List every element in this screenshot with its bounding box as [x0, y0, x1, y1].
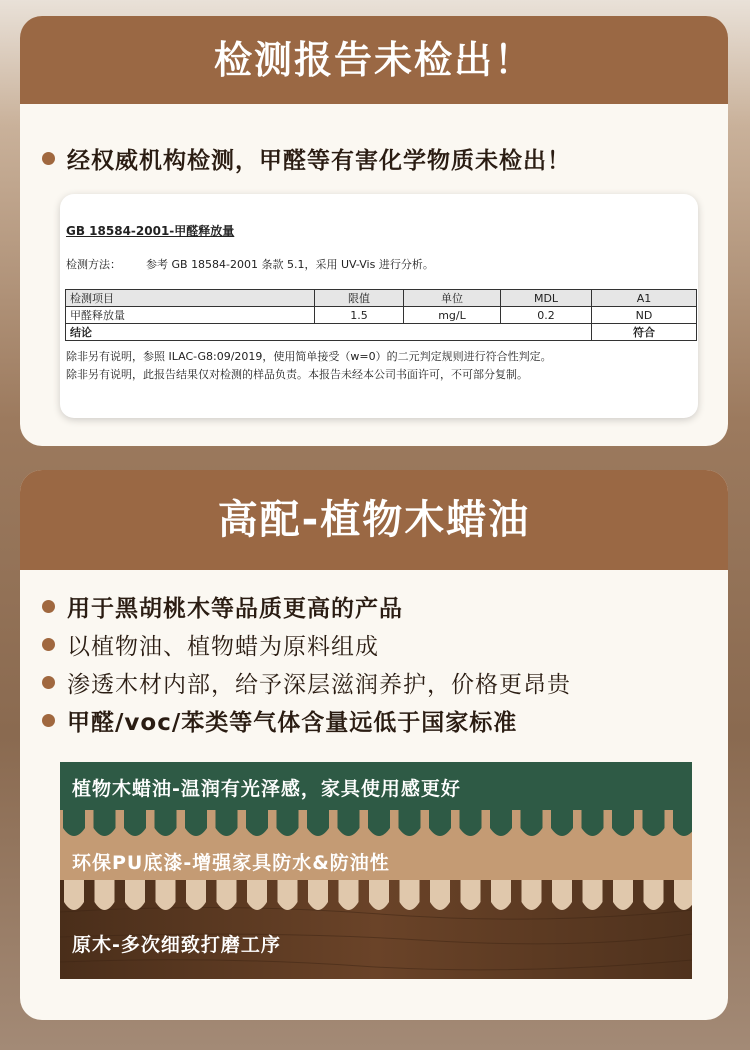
bullet-dot-icon	[42, 600, 55, 613]
wax-penetration-mark	[490, 808, 512, 836]
table-row	[66, 307, 697, 324]
wax-penetration-mark	[246, 808, 268, 836]
primer-penetration-mark	[644, 880, 664, 910]
layer-label-wood: 原木-多次细致打磨工序	[72, 934, 281, 956]
wax-penetration-mark	[63, 808, 85, 836]
finish-layers-diagram	[60, 762, 692, 979]
primer-penetration-mark	[674, 880, 692, 910]
primer-penetration-mark	[583, 880, 603, 910]
header-cell: 限值	[315, 290, 404, 307]
bullet-dot-icon	[42, 638, 55, 651]
primer-penetration-mark	[613, 880, 633, 910]
wax-penetration-mark	[185, 808, 207, 836]
wax-penetration-mark	[307, 808, 329, 836]
layer-label-wax: 植物木蜡油-温润有光泽感，家具使用感更好	[72, 778, 461, 800]
table-header-row	[66, 290, 697, 307]
primer-penetration-mark	[491, 880, 511, 910]
header-cell: A1	[592, 290, 697, 307]
wax-penetration-mark	[643, 808, 665, 836]
table-cell: 0.2	[501, 307, 592, 324]
conclusion-value: 符合	[592, 324, 697, 341]
header-cell: MDL	[501, 290, 592, 307]
primer-penetration-mark	[95, 880, 115, 910]
wax-penetration-mark	[460, 808, 482, 836]
primer-penetration-mark	[247, 880, 267, 910]
report-bullet: 经权威机构检测，甲醛等有害化学物质未检出！	[42, 142, 571, 175]
method-text: 参考 GB 18584-2001 条款 5.1，采用 UV-Vis 进行分析。	[146, 258, 434, 271]
primer-penetration-mark	[217, 880, 237, 910]
bullet-dot-icon	[42, 714, 55, 727]
primer-penetration-mark	[125, 880, 145, 910]
feature-bullet: 渗透木材内部，给予深层滋润养护，价格更昂贵	[42, 666, 571, 699]
table-cell: ND	[592, 307, 697, 324]
primer-penetration-mark	[278, 880, 298, 910]
feature-bullet: 甲醛/voc/苯类等气体含量远低于国家标准	[42, 704, 517, 737]
wax-penetration-mark	[551, 808, 573, 836]
primer-penetration-mark	[369, 880, 389, 910]
section-title-report: 检测报告未检出！	[20, 16, 728, 104]
primer-penetration-mark	[552, 880, 572, 910]
primer-penetration-mark	[522, 880, 542, 910]
test-report-excerpt	[60, 194, 698, 418]
report-title: GB 18584-2001-甲醛释放量	[66, 224, 235, 238]
wax-penetration-mark	[277, 808, 299, 836]
primer-penetration-mark	[156, 880, 176, 910]
bullet-dot-icon	[42, 676, 55, 689]
wax-penetration-mark	[429, 808, 451, 836]
wax-penetration-mark	[338, 808, 360, 836]
wax-penetration-mark	[612, 808, 634, 836]
conclusion-label: 结论	[66, 324, 592, 341]
report-card	[20, 16, 728, 446]
section-title-wax-oil: 高配-植物木蜡油	[20, 470, 728, 570]
primer-penetration-mark	[308, 880, 328, 910]
report-table	[65, 289, 697, 341]
report-note-1: 除非另有说明，参照 ILAC-G8:09/2019，使用简单接受（w=0）的二元判定规则进行符合性判定。	[66, 350, 552, 363]
wax-penetration-mark	[582, 808, 604, 836]
wax-oil-card	[20, 470, 728, 1020]
primer-penetration-mark	[461, 880, 481, 910]
wax-penetration-mark	[399, 808, 421, 836]
wax-penetration-mark	[216, 808, 238, 836]
wax-penetration-mark	[124, 808, 146, 836]
layer-label-primer: 环保PU底漆-增强家具防水&防油性	[72, 852, 390, 874]
feature-bullet: 用于黑胡桃木等品质更高的产品	[42, 590, 403, 623]
primer-penetration-mark	[430, 880, 450, 910]
primer-penetration-mark	[64, 880, 84, 910]
feature-bullet: 以植物油、植物蜡为原料组成	[42, 628, 379, 661]
wax-penetration-mark	[155, 808, 177, 836]
conclusion-row	[66, 324, 697, 341]
table-cell: 1.5	[315, 307, 404, 324]
header-cell: 单位	[404, 290, 501, 307]
report-note-2: 除非另有说明，此报告结果仅对检测的样品负责。本报告未经本公司书面许可，不可部分复制。	[66, 368, 528, 381]
table-cell: 甲醛释放量	[66, 307, 315, 324]
wax-penetration-mark	[521, 808, 543, 836]
wax-penetration-mark	[94, 808, 116, 836]
wax-penetration-mark	[368, 808, 390, 836]
bullet-dot-icon	[42, 152, 55, 165]
header-cell: 检测项目	[66, 290, 315, 307]
primer-penetration-mark	[339, 880, 359, 910]
primer-penetration-mark	[186, 880, 206, 910]
method-label: 检测方法：	[66, 258, 121, 271]
table-cell: mg/L	[404, 307, 501, 324]
primer-penetration-mark	[400, 880, 420, 910]
